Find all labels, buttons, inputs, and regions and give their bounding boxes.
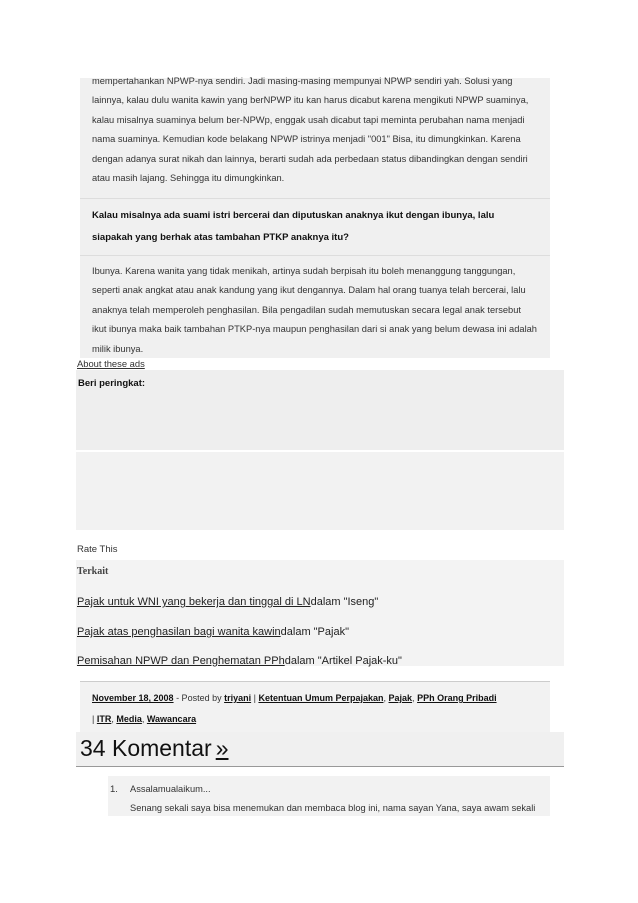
question-line: siapakah yang berhak atas tambahan PTKP anaknya itu? bbox=[92, 231, 349, 243]
comma: , bbox=[412, 693, 418, 703]
tag-link[interactable]: Wawancara bbox=[146, 714, 197, 724]
posted-by-text: - Posted by bbox=[173, 693, 225, 703]
article-paragraph-2 bbox=[92, 262, 547, 359]
related-item bbox=[77, 655, 402, 667]
related-item bbox=[77, 626, 349, 638]
text-line: seperti anak angkat atau anak kandung yang ikut dengannya. Dalam hal orang tuanya telah bercerai, lalu bbox=[92, 285, 526, 296]
divider bbox=[80, 198, 550, 199]
related-item bbox=[77, 596, 378, 608]
text-line: Ibunya. Karena wanita yang tidak menikah, artinya sudah berpisah itu boleh menanggung tanggungan, bbox=[92, 266, 516, 276]
text-line: ikut ibunya maka baik tambahan PTKP-nya maupun penghasilan dari si anak yang belum dewasa ini adalah bbox=[92, 324, 537, 335]
comma: , bbox=[141, 714, 147, 724]
tag-link[interactable]: ITR bbox=[96, 714, 112, 724]
related-item-category: dalam "Pajak" bbox=[280, 626, 349, 638]
comments-title bbox=[80, 735, 229, 762]
text-line: anaknya telah memperoleh penghasilan. Bila pengadilan sudah memutuskan secara legal anak tersebut bbox=[92, 304, 521, 315]
related-item-link[interactable]: Pemisahan NPWP dan Penghematan PPh bbox=[77, 655, 285, 667]
category-link[interactable]: Ketentuan Umum Perpajakan bbox=[258, 693, 384, 703]
text-line: mempertahankan NPWP-nya sendiri. Jadi masing-masing mempunyai NPWP sendiri yah. Solusi yang bbox=[92, 76, 513, 86]
text-line: dengan adanya surat nikah dan lainnya, berarti sudah ada perbedaan status dibandingkan dengan sendiri bbox=[92, 153, 528, 164]
comma: , bbox=[383, 693, 389, 703]
post-date-link[interactable]: November 18, 2008 bbox=[92, 693, 174, 703]
comment-number: 1. bbox=[110, 784, 118, 795]
text-line: nama suaminya. Kemudian kode belakang NPWP istrinya menjadi "001" Bisa, itu dimungkinkan. Karena bbox=[92, 134, 521, 145]
comments-jump-link[interactable]: » bbox=[215, 735, 229, 761]
text-line: atau masih lajang. Sehingga itu dimungkinkan. bbox=[92, 173, 285, 184]
related-heading: Terkait bbox=[77, 566, 109, 577]
divider bbox=[80, 681, 550, 682]
related-posts-section bbox=[76, 560, 564, 666]
text-line: milik ibunya. bbox=[92, 343, 144, 354]
author-link[interactable]: triyani bbox=[224, 693, 252, 703]
about-ads-link[interactable]: About these ads bbox=[77, 358, 145, 369]
comments-count-title: 34 Komentar bbox=[80, 735, 212, 761]
interview-question bbox=[92, 205, 547, 248]
post-meta-line-1 bbox=[92, 693, 497, 703]
article-paragraph-1 bbox=[92, 72, 547, 188]
rating-widget-area bbox=[76, 370, 564, 450]
category-link[interactable]: PPh Orang Pribadi bbox=[417, 693, 497, 703]
post-meta-box bbox=[80, 682, 550, 732]
comment-text-line: Assalamualaikum... bbox=[130, 784, 211, 794]
related-item-category: dalam "Iseng" bbox=[310, 596, 379, 608]
category-link[interactable]: Pajak bbox=[388, 693, 413, 703]
related-item-link[interactable]: Pajak untuk WNI yang bekerja dan tinggal di LN bbox=[77, 596, 311, 608]
related-item-category: dalam "Artikel Pajak-ku" bbox=[284, 655, 402, 667]
tag-link[interactable]: Media bbox=[116, 714, 142, 724]
related-item-link[interactable]: Pajak atas penghasilan bagi wanita kawin bbox=[77, 626, 281, 638]
comma: , bbox=[111, 714, 117, 724]
rate-this-label[interactable]: Rate This bbox=[77, 544, 118, 555]
post-meta-line-2 bbox=[92, 714, 196, 724]
comment-text-line: Senang sekali saya bisa menemukan dan membaca blog ini, nama sayan Yana, saya awam sekali bbox=[130, 803, 536, 813]
separator: | bbox=[251, 693, 259, 703]
text-line: kalau misalnya suaminya belum ber-NPWp, enggak usah dicabut tapi meminta perubahan nama menjadi bbox=[92, 114, 525, 125]
rating-title: Beri peringkat: bbox=[78, 378, 146, 389]
divider bbox=[76, 766, 564, 767]
rating-stars-area bbox=[76, 452, 564, 530]
divider bbox=[80, 255, 550, 256]
text-line: lainnya, kalau dulu wanita kawin yang berNPWP itu kan harus dicabut karena mengikuti NPWP suaminya, bbox=[92, 95, 529, 106]
question-line: Kalau misalnya ada suami istri bercerai dan diputuskan anaknya ikut dengan ibunya, lalu bbox=[92, 210, 495, 221]
separator: | bbox=[92, 714, 97, 724]
